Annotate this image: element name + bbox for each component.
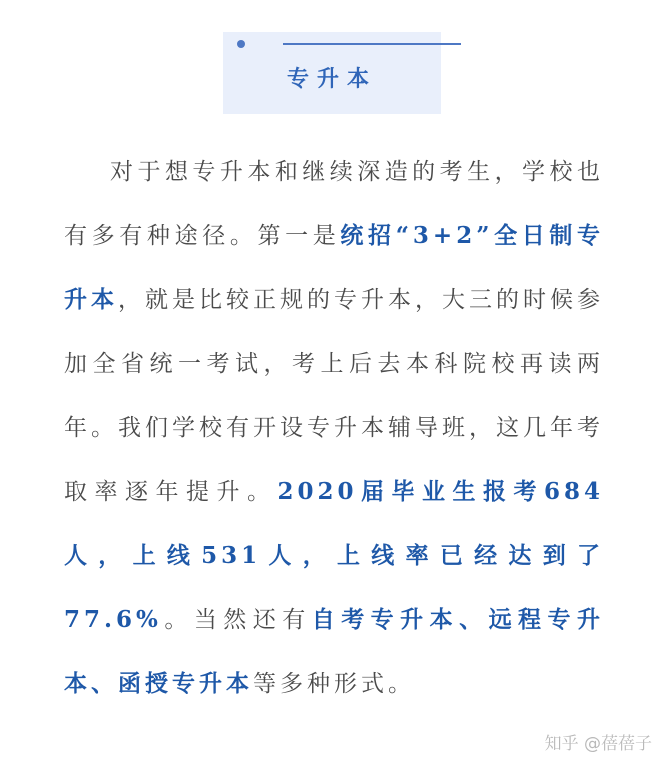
article-paragraph [64, 140, 604, 716]
text-segment: 。当然还有 [161, 607, 312, 633]
highlighted-text: 自考专升本、远程专升本、函授专升本 [64, 606, 605, 697]
section-title: 专升本 [286, 67, 377, 92]
decorative-line [283, 43, 461, 45]
title-box [223, 32, 441, 114]
text-segment: ，就是比较正规的专升本，大三的时候参加全省统一考试，考上后去本科院校再读两年。我们学校有开设专升本辅导班，这几年考取率逐年提升。 [64, 287, 604, 505]
article-body [64, 140, 604, 716]
text-segment: 等多种形式。 [253, 671, 415, 697]
watermark: 知乎 @蓓蓓子 [544, 734, 652, 754]
highlighted-text: 统招“3+2”全日制专升本 [64, 222, 604, 313]
decorative-dot [237, 40, 245, 48]
text-segment: 对于想专升本和继续深造的考生，学校也有多有种途径。第一是 [64, 159, 604, 249]
highlighted-text: 2020届毕业生报考684人，上线531人，上线率已经达到了77.6% [64, 478, 604, 633]
